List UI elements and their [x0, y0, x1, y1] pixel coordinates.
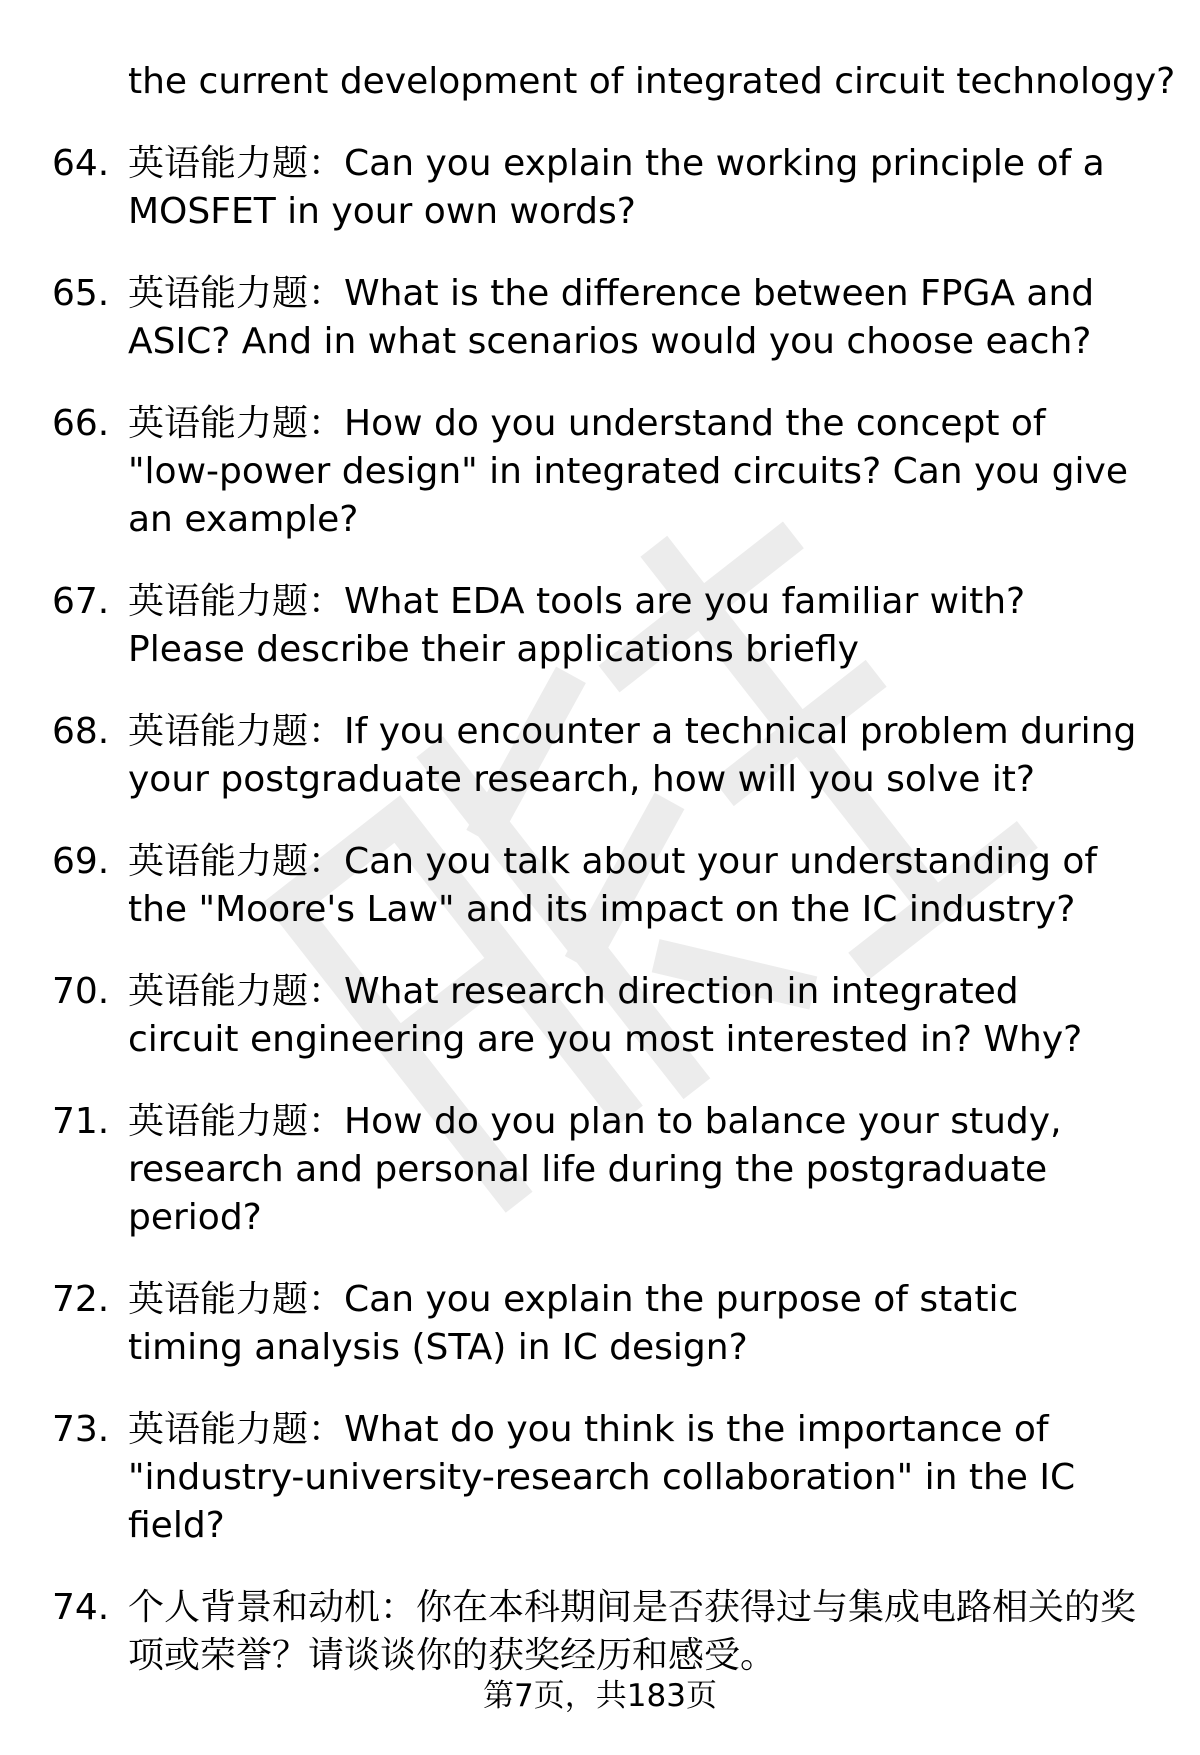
question-number: 72.: [52, 1279, 110, 1320]
question-text: Can you explain the purpose of static timing analysis (STA) in IC design?: [128, 1279, 1019, 1368]
question-category: 英语能力题：: [128, 841, 345, 882]
question-body: [128, 400, 1138, 544]
question-body: [128, 1098, 1138, 1242]
question-text: What research direction in integrated circuit engineering are you most interested in? Why?: [128, 971, 1083, 1060]
question-text: How do you plan to balance your study, research and personal life during the postgraduate period?: [128, 1101, 1062, 1238]
question-item: [52, 1098, 1152, 1242]
question-item: [52, 1584, 1152, 1680]
question-item: [52, 838, 1152, 934]
question-category: 英语能力题：: [128, 1279, 345, 1320]
question-category: 英语能力题：: [128, 1409, 345, 1450]
question-body: [128, 708, 1138, 804]
question-item: [52, 578, 1152, 674]
question-item: [52, 140, 1152, 236]
question-item: [52, 968, 1152, 1064]
question-item: [52, 400, 1152, 544]
question-number: 66.: [52, 403, 110, 444]
question-body: [128, 578, 1138, 674]
continued-question-text: the current development of integrated circuit technology?: [128, 61, 1176, 102]
question-text: If you encounter a technical problem during your postgraduate research, how will you solve it?: [128, 711, 1137, 800]
question-number: 68.: [52, 711, 110, 752]
question-number: 70.: [52, 971, 110, 1012]
question-number: 74.: [52, 1587, 110, 1628]
question-text: What do you think is the importance of "industry-university-research collaboration" in the IC field?: [128, 1409, 1076, 1546]
question-text: What is the difference between FPGA and ASIC? And in what scenarios would you choose each?: [128, 273, 1095, 362]
question-body: [128, 270, 1138, 366]
question-text: Can you explain the working principle of a MOSFET in your own words?: [128, 143, 1105, 232]
question-body: [128, 1584, 1138, 1680]
question-item: [52, 1276, 1152, 1372]
question-body: [128, 1276, 1138, 1372]
question-body: [128, 1406, 1138, 1550]
question-list: [52, 140, 1152, 1714]
question-text: How do you understand the concept of "low-power design" in integrated circuits? Can you give an example?: [128, 403, 1128, 540]
question-category: 英语能力题：: [128, 273, 345, 314]
question-category: 英语能力题：: [128, 711, 345, 752]
question-text: Can you talk about your understanding of the "Moore's Law" and its impact on the IC industry?: [128, 841, 1098, 930]
question-number: 64.: [52, 143, 110, 184]
question-text: What EDA tools are you familiar with? Please describe their applications briefly: [128, 581, 1026, 670]
question-number: 69.: [52, 841, 110, 882]
question-category: 英语能力题：: [128, 581, 345, 622]
question-body: [128, 968, 1138, 1064]
question-number: 73.: [52, 1409, 110, 1450]
question-text: 你在本科期间是否获得过与集成电路相关的奖项或荣誉？请谈谈你的获奖经历和感受。: [128, 1587, 1137, 1676]
question-category: 英语能力题：: [128, 971, 345, 1012]
question-category: 英语能力题：: [128, 143, 345, 184]
question-category: 个人背景和动机：: [128, 1587, 417, 1628]
question-category: 英语能力题：: [128, 403, 345, 444]
question-body: [128, 140, 1138, 236]
question-number: 71.: [52, 1101, 110, 1142]
question-item: [52, 270, 1152, 366]
question-item: [52, 708, 1152, 804]
question-number: 65.: [52, 273, 110, 314]
question-body: [128, 838, 1138, 934]
question-category: 英语能力题：: [128, 1101, 345, 1142]
question-number: 67.: [52, 581, 110, 622]
question-item: [52, 1406, 1152, 1550]
page-number-footer: 第7页，共183页: [483, 1678, 717, 1714]
